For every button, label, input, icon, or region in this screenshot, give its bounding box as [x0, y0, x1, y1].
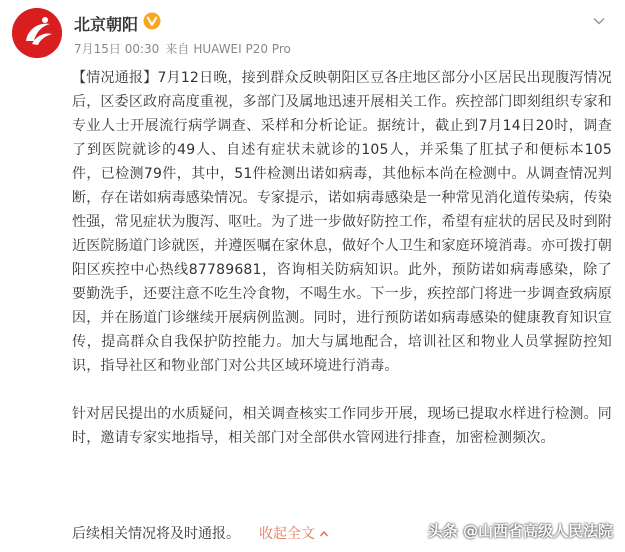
watermark: 头条 @山西省高级人民法院	[427, 522, 613, 540]
chevron-up-icon	[319, 529, 329, 539]
chaoyang-logo-icon	[12, 8, 62, 58]
post-header	[12, 8, 612, 64]
post-time[interactable]: 7月15日 00:30	[74, 42, 160, 56]
post-content	[72, 66, 612, 450]
account-name[interactable]: 北京朝阳	[74, 15, 139, 34]
avatar[interactable]	[12, 8, 62, 58]
post-paragraph: 【情况通报】7月12日晚，接到群众反映朝阳区豆各庄地区部分小区居民出现腹泻情况后，区委区政府高度重视，多部门及属地迅速开展相关工作。疾控部门即刻组织专家和专业人士开展流行病学调查、采样和分析论证。据统计，截止到7月14日20时，调查了到医院就诊的49人、自述有症状未就诊的105人，并采集了肛拭子和便标本105件，已检测79件，其中，51件检测出诺如病毒，其他标本尚在检测中。从调查情况判断，存在诺如病毒感染情况。专家提示，诺如病毒感染是一种常见消化道传染病，传染性强，常见症状为腹泻、呕吐。为了进一步做好防控工作，希望有症状的居民及时到附近医院肠道门诊就医，并遵医嘱在家休息，做好个人卫生和家庭环境消毒。亦可拨打朝阳区疾控中心热线87789681，咨询相关防病知识。此外，预防诺如病毒感染，除了要勤洗手，还要注意不吃生冷食物，不喝生水。下一步，疾控部门将进一步调查致病原因，并在肠道门诊继续开展病例监测。同时，进行预防诺如病毒感染的健康教育知识宣传，提高群众自我保护防控能力。加大与属地配合，培训社区和物业人员掌握防控知识，指导社区和物业部门对公共区域环境进行消毒。	[72, 70, 612, 374]
chevron-down-icon[interactable]	[592, 14, 606, 28]
post-paragraph: 针对居民提出的水质疑问，相关调查核实工作同步开展，现场已提取水样进行检测。同时，邀请专家实地指导，相关部门对全部供水管网进行排查，加密检测频次。	[72, 406, 612, 446]
collapse-label: 收起全文	[259, 526, 315, 542]
source-prefix: 来自	[165, 42, 190, 56]
verified-badge-icon	[143, 12, 161, 30]
post-meta	[74, 40, 297, 57]
post-footer-text: 后续相关情况将及时通报。	[72, 526, 240, 542]
source-device[interactable]: HUAWEI P20 Pro	[193, 42, 291, 56]
collapse-full-text-link[interactable]	[259, 523, 329, 543]
